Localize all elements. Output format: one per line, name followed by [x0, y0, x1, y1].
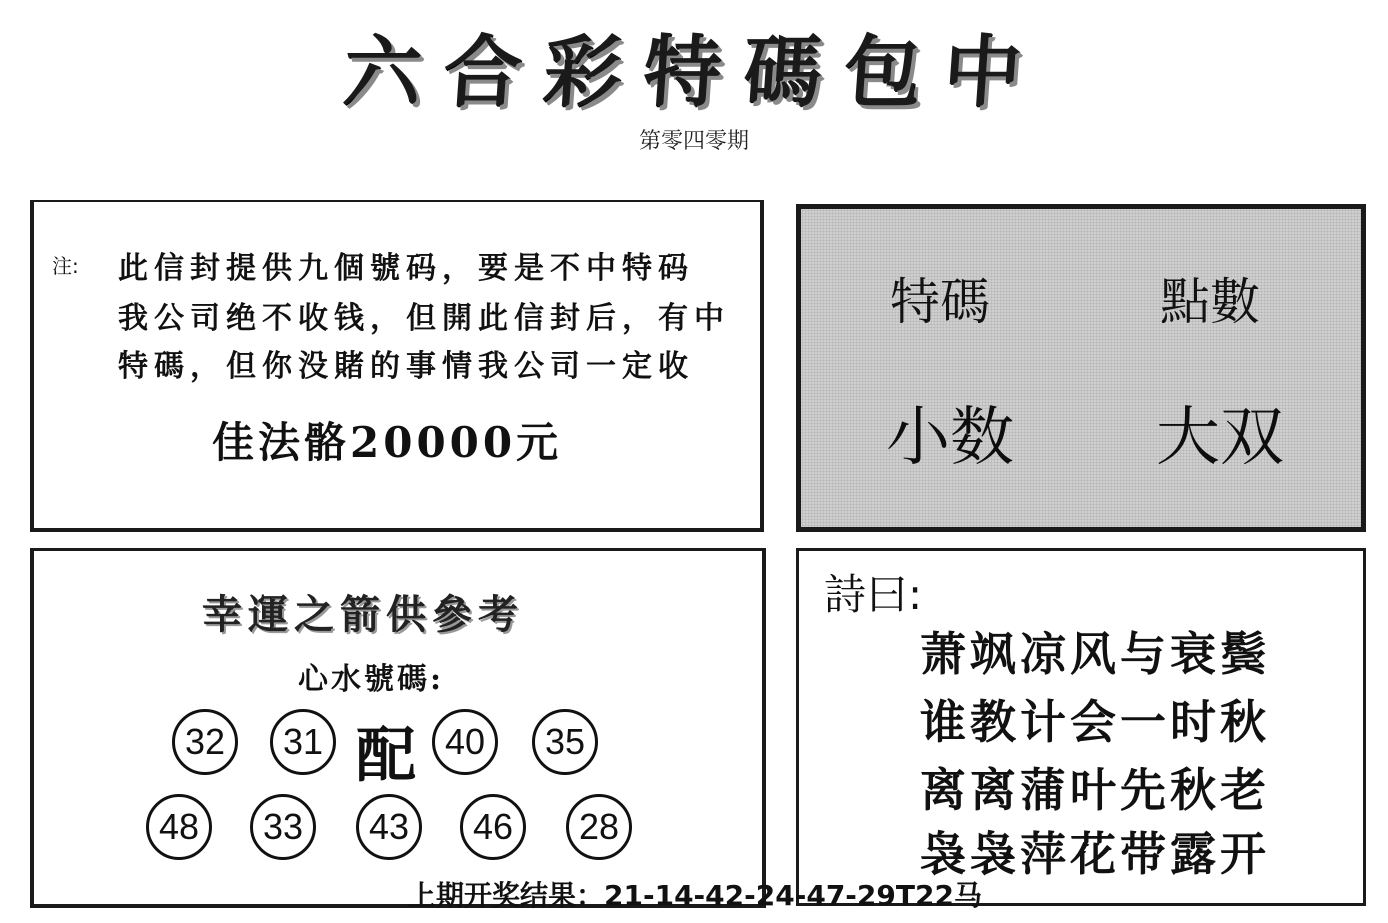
- points-header-special: 特碼: [890, 273, 990, 331]
- notice-line: 我公司绝不收钱，但開此信封后，有中: [118, 301, 730, 336]
- points-panel: [796, 204, 1366, 532]
- lucky-title: 幸運之箭供參考: [202, 591, 524, 638]
- penalty-text: 佳法骼20000元: [212, 418, 563, 467]
- poem-line: 谁教计会一时秋: [920, 695, 1270, 749]
- points-value-special: 小数: [886, 401, 1014, 475]
- poem-label: 詩曰:: [824, 570, 923, 619]
- number-ball: 48: [146, 794, 212, 860]
- points-header-count: 點數: [1160, 273, 1260, 331]
- poem-line: 袅袅萍花带露开: [920, 827, 1270, 881]
- page-title: 六合彩特碼包中: [340, 27, 1047, 118]
- number-ball: 28: [566, 794, 632, 860]
- number-ball: 32: [172, 709, 238, 775]
- last-result: 上期开奖结果：21-14-42-24-47-29T22马: [408, 879, 982, 912]
- number-ball: 33: [250, 794, 316, 860]
- notice-line: 此信封提供九個號码，要是不中特码: [118, 251, 694, 286]
- issue-number: 第零四零期: [638, 129, 749, 154]
- points-value-count: 大双: [1156, 401, 1284, 475]
- pair-label: 配: [356, 721, 416, 791]
- number-ball: 46: [460, 794, 526, 860]
- number-ball: 40: [432, 709, 498, 775]
- notice-line: 特碼，但你没賭的事情我公司一定收: [118, 349, 694, 384]
- poem-line: 萧飒凉风与衰鬓: [920, 627, 1270, 681]
- notice-label: 注:: [52, 254, 79, 278]
- number-ball: 31: [270, 709, 336, 775]
- number-ball: 43: [356, 794, 422, 860]
- number-ball: 35: [532, 709, 598, 775]
- poem-line: 离离蒲叶先秋老: [920, 763, 1270, 817]
- lucky-subtitle: 心水號碼:: [298, 662, 445, 697]
